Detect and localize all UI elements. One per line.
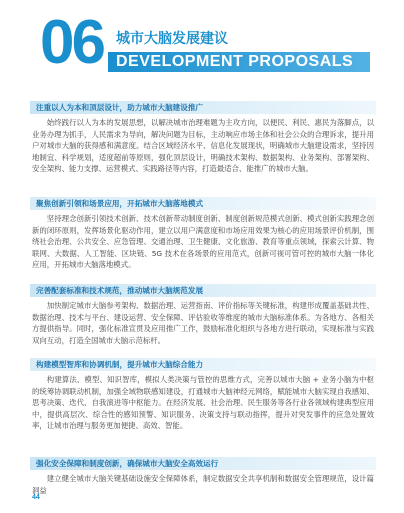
section-2 [30, 197, 376, 271]
section-heading: 注重以人为本和顶层设计，助力城市大脑建设推广 [30, 101, 376, 114]
section-paragraph: 始终践行以人为本的发展思想，以解决城市治理难题为主攻方向，以便民、利民、惠民为落脚点，以业务办理为抓手，人民需求为导向，解决问题为目标，主动响应市场主体和社会公众的合理诉求，提升用户对城市大脑的获得感和满意度。结合区域经济水平、信息化发展现状，明确城市大脑建设需求，坚持因地制宜、科学规划，适度超前等原则，强化顶层设计，明确技术架构、数据架构、业务架构、部署架构、安全架构、能力支撑、运营模式、实践路径等内容，打造最适合、能推广的城市大脑。 [32, 118, 374, 174]
section-5 [30, 457, 376, 496]
page-number: 44 [32, 494, 40, 501]
section-heading: 聚焦创新引领和场景应用，开拓城市大脑落地模式 [30, 197, 376, 210]
chapter-title: 城市大脑发展建议 [116, 31, 228, 47]
section-heading: 完善配套标准和技术规范，推动城市大脑规范发展 [30, 284, 376, 297]
chapter-title-en-banner [108, 52, 370, 72]
section-1 [30, 101, 376, 175]
section-4 [30, 358, 376, 432]
section-heading: 构建模型智库和协调机制，提升城市大脑综合能力 [30, 358, 376, 371]
chapter-header [0, 0, 404, 92]
section-heading: 强化安全保障和制度创新，确保城市大脑安全高效运行 [30, 457, 376, 470]
chapter-title-en: DEVELOPMENT PROPOSALS [116, 53, 354, 70]
section-paragraph: 加快制定城市大脑参考架构、数据治理、运营指南、评价指标等关键标准，构建形成覆盖基础共性、数据治理、技术与平台、建设运营、安全保障、评估验收等维度的城市大脑标准体系。为各地方、各相关方提供指导。同时，强化标准宣贯及应用推广工作，鼓励标准化组织与各地方进行联动，实现标准与实践双向互动，打造全国城市大脑示范标杆。 [32, 301, 374, 345]
section-paragraph: 坚持理念创新引领技术创新、技术创新带动制度创新、制度创新规范模式创新、模式创新实践理念创新的闭环原则，发挥场景化驱动作用，建立以用户满意度和市场应用效果为核心的应用场景评价机制，围绕社会治理、公共安全、应急管理、交通治理、卫生健康、文化旅游、教育等重点领域，探索云计算、物联网、大数据、人工智能、区块链、5G 技术在各场景的应用范式，创新可视可管可控的城市大脑一体化应用，开拓城市大脑落地模式。 [32, 214, 374, 270]
section-paragraph: 建立健全城市大脑关键基础设施安全保障体系，制定数据安全共享机制和数据安全管理规范，设计篇洞益 [32, 474, 374, 495]
section-3 [30, 284, 376, 346]
chapter-number: 06 [40, 8, 103, 77]
section-paragraph: 构建算法、模型、知识智库，模拟人类决策与管控的思维方式，完善以城市大脑 + 业务小脑为中枢的统筹协调联动机制，加强全域物联感知建设，打通城市大脑神经元网络，赋能城市大脑实现自我感知、思考决策、迭代、自我演进等中枢能力。在经济发展、社会治理、民生服务等各行业各领域构建典型应用中，提供高层次、综合性的感知预警、知识服务、决策支持与联动指挥，提升对突发事件的应急处置效率，让城市治理与服务更加便捷、高效、智能。 [32, 375, 374, 431]
